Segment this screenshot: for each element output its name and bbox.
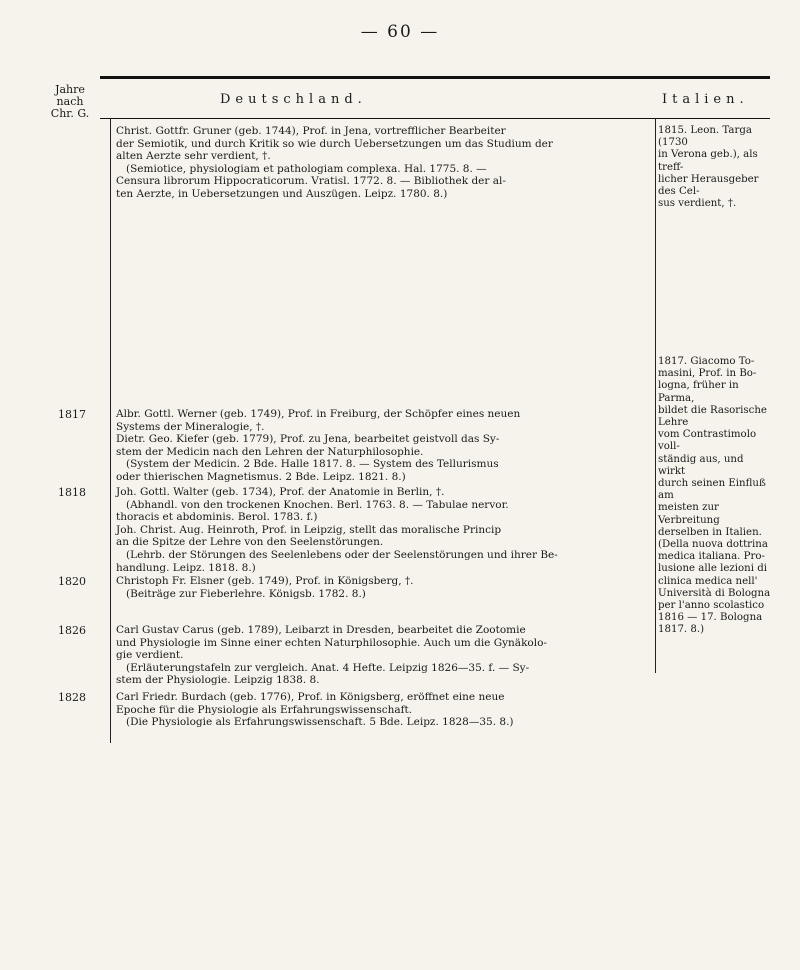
italy-column-header: Italien. <box>662 92 749 107</box>
year-label: 1828 <box>58 691 86 704</box>
year-label: 1817 <box>58 408 86 421</box>
year-label: 1818 <box>58 486 86 499</box>
entry-elsner: Christoph Fr. Elsner (geb. 1749), Prof. in Königsberg, †. (Beiträge zur Fieberlehre. Königsb. 1782. 8.) <box>116 575 414 600</box>
top-rule <box>100 76 770 79</box>
header-rule <box>100 118 770 119</box>
entry-burdach: Carl Friedr. Burdach (geb. 1776), Prof. in Königsberg, eröffnet eine neue Epoche für die Physiologie als Erfahrungswissenschaft. (Die Physiologie als Erfahrungswissenschaft. 5 Bde. Leipz. 1828—35. 8.) <box>116 691 514 729</box>
entry-carus: Carl Gustav Carus (geb. 1789), Leibarzt in Dresden, bearbeitet die Zootomie und Physiologie im Sinne einer echten Naturphilosophie. Auch um die Gynäkolo- gie verdient. (Erläuterungstafeln zur vergleich. Anat. 4 Hefte. Leipzig 1826—35. f. — Sy- stem der Physiologie. Leipzig 1838. 8. <box>116 624 547 687</box>
column-divider-left <box>110 118 111 743</box>
page-number: — 60 — <box>360 22 440 42</box>
entry-gruner: Christ. Gottfr. Gruner (geb. 1744), Prof. in Jena, vortrefflicher Bearbeiter der Semiotik, und durch Kritik so wie durch Uebersetzungen um das Studium der alten Aerzte sehr verdient, †. (Semiotice, physiologiam et pathologiam complexa. Hal. 1775. 8. — Censura librorum Hippocraticorum. Vratisl. 1772. 8. — Bibliothek der al- ten Aerzte, in Uebersetzungen und Auszügen. Leipz. 1780. 8.) <box>116 125 553 200</box>
year-column-header: Jahre nach Chr. G. <box>50 83 90 120</box>
entry-walter-heinroth: Joh. Gottl. Walter (geb. 1734), Prof. der Anatomie in Berlin, †. (Abhandl. von den trockenen Knochen. Berl. 1763. 8. — Tabulae nervor. thoracis et abdominis. Berol. 1783. f.) Joh. Christ. Aug. Heinroth, Prof. in Leipzig, stellt das moralische Princip an die Spitze der Lehre von den Seelenstörungen. (Lehrb. der Störungen des Seelenlebens oder der Seelenstörungen und ihrer Be- handlung. Leipz. 1818. 8.) <box>116 486 558 574</box>
year-label: 1826 <box>58 624 86 637</box>
entry-tomasini: 1817. Giacomo To- masini, Prof. in Bo- logna, früher in Parma, bildet die Rasorische Lehre vom Contrastimolo voll- ständig aus, und wirkt durch seinen Einfluß am meisten zur Verbreitung derselben in Italien. (Della nuova dottrina medica italiana. Pro- lusione alle lezioni di clinica medica nell' Università di Bologna per l'anno scolastico 1816 — 17. Bologna 1817. 8.) <box>658 356 771 636</box>
entry-werner-kiefer: Albr. Gottl. Werner (geb. 1749), Prof. in Freiburg, der Schöpfer eines neuen Systems der Mineralogie, †. Dietr. Geo. Kiefer (geb. 1779), Prof. zu Jena, bearbeitet geistvoll das Sy- stem der Medicin nach den Lehren der Naturphilosophie. (System der Medicin. 2 Bde. Halle 1817. 8. — System des Tellurismus oder thierischen Magnetismus. 2 Bde. Leipz. 1821. 8.) <box>116 408 521 483</box>
entry-targa: 1815. Leon. Targa (1730 in Verona geb.), als treff- licher Herausgeber des Cel- sus verdient, †. <box>658 125 759 210</box>
year-label: 1820 <box>58 575 86 588</box>
germany-column-header: Deutschland. <box>220 92 367 107</box>
column-divider-right <box>655 118 656 673</box>
table-header <box>0 84 800 118</box>
